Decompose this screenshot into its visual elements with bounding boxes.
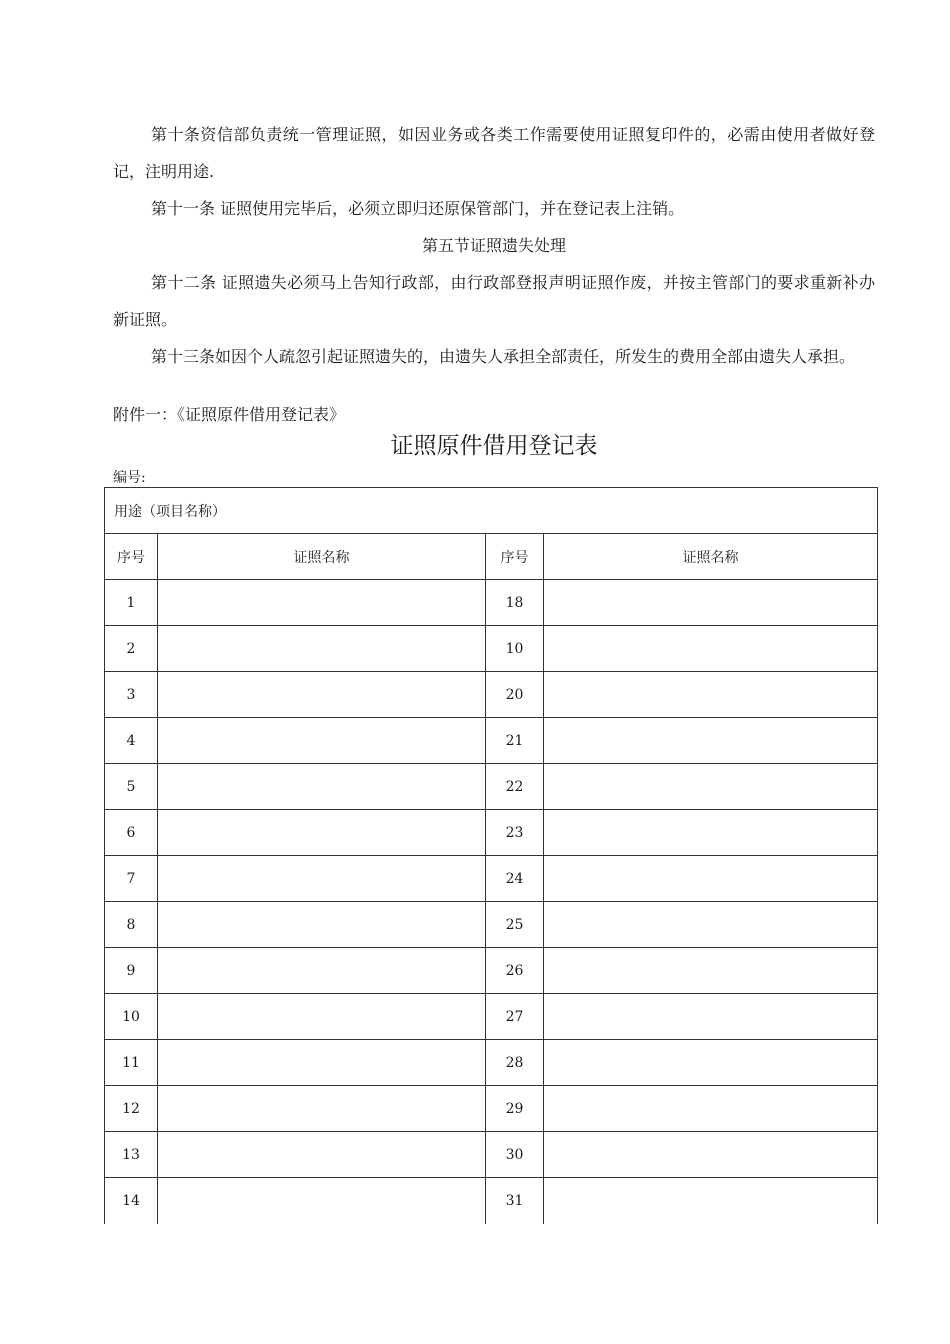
cert-name-cell-left[interactable] [158,902,486,948]
cert-name-cell-left[interactable] [158,948,486,994]
cert-name-cell-right[interactable] [544,626,878,672]
cert-name-cell-right[interactable] [544,718,878,764]
cert-name-cell-left[interactable] [158,718,486,764]
table-row [105,810,878,856]
seq-number-left: 1 [105,580,158,626]
cert-name-cell-right[interactable] [544,672,878,718]
seq-number-right: 24 [486,856,544,902]
cert-name-cell-right[interactable] [544,856,878,902]
seq-number-left: 6 [105,810,158,856]
seq-number-left: 13 [105,1132,158,1178]
seq-number-left: 8 [105,902,158,948]
cert-name-cell-left[interactable] [158,994,486,1040]
table-row [105,1132,878,1178]
attachment-label: 附件一：《证照原件借用登记表》 [113,405,346,424]
header-seq-right: 序号 [486,534,544,580]
form-title: 证照原件借用登记表 [390,433,598,459]
serial-number-label: 编号: [113,470,146,486]
cert-name-cell-left[interactable] [158,1178,486,1225]
seq-number-right: 21 [486,718,544,764]
cert-name-cell-left[interactable] [158,1132,486,1178]
seq-number-right: 18 [486,580,544,626]
seq-number-right: 27 [486,994,544,1040]
seq-number-right: 20 [486,672,544,718]
seq-number-right: 25 [486,902,544,948]
cert-name-cell-right[interactable] [544,1132,878,1178]
seq-number-right: 30 [486,1132,544,1178]
cert-name-cell-right[interactable] [544,902,878,948]
article-11: 第十一条 证照使用完毕后，必须立即归还原保管部门，并在登记表上注销。 [151,199,685,218]
seq-number-right: 28 [486,1040,544,1086]
seq-number-left: 3 [105,672,158,718]
seq-number-left: 9 [105,948,158,994]
cert-name-cell-left[interactable] [158,1086,486,1132]
cert-name-cell-right[interactable] [544,580,878,626]
seq-number-left: 10 [105,994,158,1040]
cert-name-cell-right[interactable] [544,948,878,994]
section-heading: 第五节证照遗失处理 [421,236,566,255]
table-row [105,672,878,718]
table-row [105,1086,878,1132]
cert-name-cell-right[interactable] [544,764,878,810]
cert-name-cell-right[interactable] [544,810,878,856]
article-13: 第十三条如因个人疏忽引起证照遗失的，由遗失人承担全部责任，所发生的费用全部由遗失人承担。 [151,347,856,366]
purpose-cell[interactable]: 用途（项目名称） [105,488,878,534]
table-row [105,948,878,994]
purpose-row [105,488,878,534]
seq-number-left: 2 [105,626,158,672]
table-row [105,1040,878,1086]
header-seq-left: 序号 [105,534,158,580]
seq-number-left: 14 [105,1178,158,1225]
header-row [105,534,878,580]
article-10: 第十条资信部负责统一管理证照，如因业务或各类工作需要使用证照复印件的，必需由使用者做好登记，注明用途. [113,125,875,181]
seq-number-left: 5 [105,764,158,810]
seq-number-right: 22 [486,764,544,810]
cert-name-cell-left[interactable] [158,810,486,856]
cert-name-cell-right[interactable] [544,1086,878,1132]
article-12: 第十二条 证照遗失必须马上告知行政部，由行政部登报声明证照作废，并按主管部门的要求重新补办新证照。 [113,273,875,329]
table-row [105,1178,878,1225]
seq-number-right: 29 [486,1086,544,1132]
cert-name-cell-left[interactable] [158,626,486,672]
seq-number-right: 31 [486,1178,544,1225]
cert-name-cell-left[interactable] [158,1040,486,1086]
table-row [105,994,878,1040]
table-row [105,718,878,764]
seq-number-right: 26 [486,948,544,994]
seq-number-right: 10 [486,626,544,672]
cert-name-cell-right[interactable] [544,1178,878,1225]
seq-number-left: 12 [105,1086,158,1132]
cert-name-cell-left[interactable] [158,672,486,718]
table-row [105,580,878,626]
table-row [105,626,878,672]
cert-name-cell-right[interactable] [544,1040,878,1086]
cert-name-cell-left[interactable] [158,580,486,626]
seq-number-right: 23 [486,810,544,856]
table-row [105,856,878,902]
registration-table [104,487,878,1224]
seq-number-left: 4 [105,718,158,764]
cert-name-cell-right[interactable] [544,994,878,1040]
seq-number-left: 11 [105,1040,158,1086]
seq-number-left: 7 [105,856,158,902]
cert-name-cell-left[interactable] [158,764,486,810]
table-row [105,902,878,948]
header-name-left: 证照名称 [158,534,486,580]
table-row [105,764,878,810]
cert-name-cell-left[interactable] [158,856,486,902]
header-name-right: 证照名称 [544,534,878,580]
